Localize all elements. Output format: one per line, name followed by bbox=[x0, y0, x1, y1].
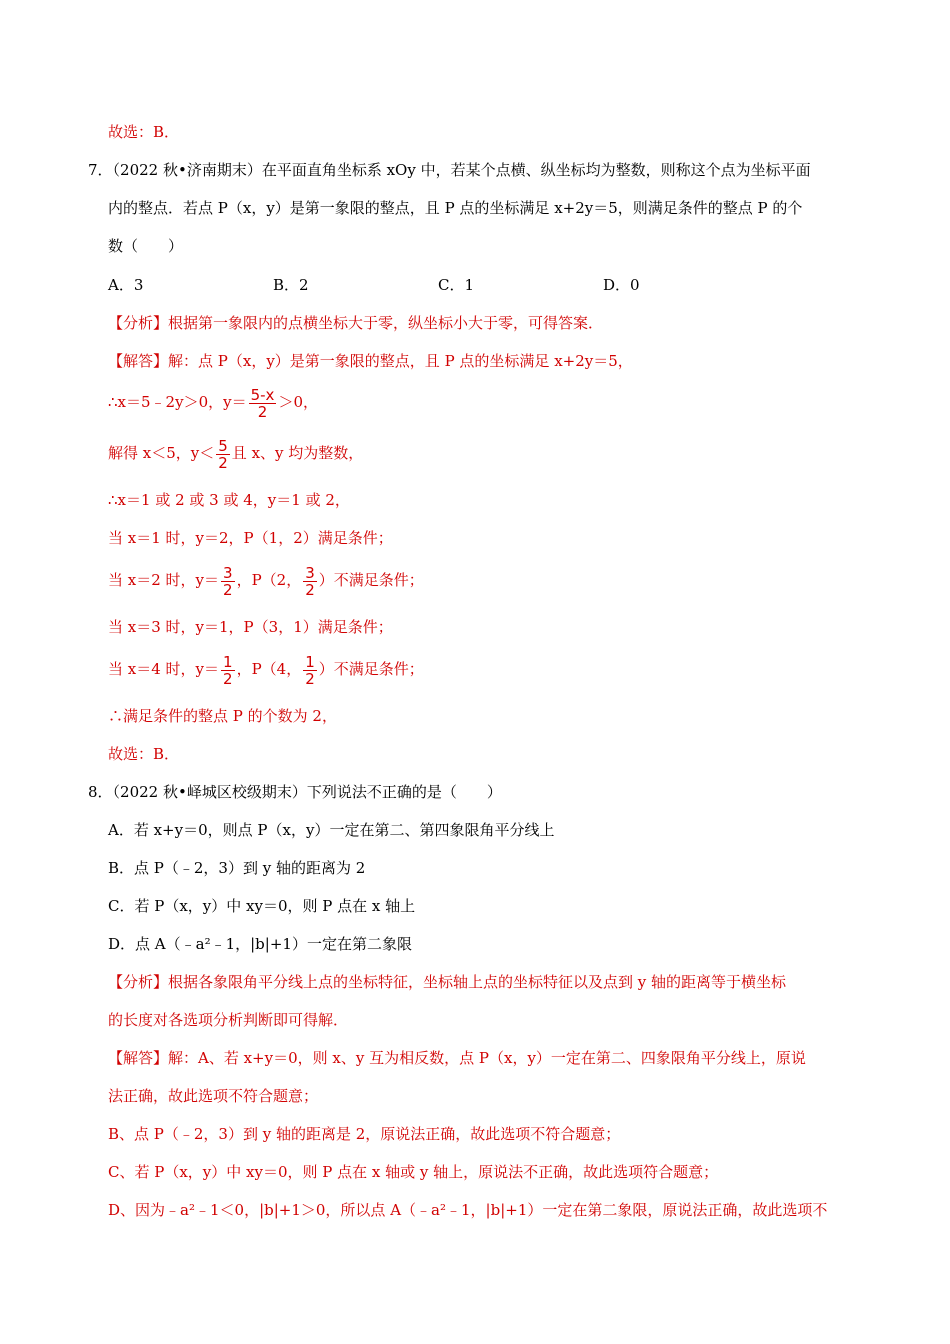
q7-solution-1: 【解答】解：点 P（x，y）是第一象限的整点，且 P 点的坐标满足 x+2y＝5， bbox=[108, 352, 633, 370]
q7-sol8-text-c: ）不满足条件； bbox=[318, 660, 424, 678]
q7-sol6-fraction-2 bbox=[303, 565, 317, 598]
q7-sol8-text-b: ，P（4， bbox=[236, 660, 302, 678]
q7-option-a: A．3 bbox=[108, 276, 144, 294]
q7-sol3-text-a: 解得 x＜5，y＜ bbox=[108, 444, 215, 462]
q7-sol2-fraction bbox=[249, 387, 277, 420]
q7-sol8-fraction-2 bbox=[303, 654, 317, 687]
q7-sol6-denominator-2: 2 bbox=[305, 580, 315, 599]
q7-stem-line3: 数（ ） bbox=[108, 237, 184, 255]
q7-sol3-text-b: 且 x、y 均为整数， bbox=[231, 444, 364, 462]
q7-option-c: C．1 bbox=[438, 276, 475, 294]
q7-options bbox=[108, 275, 768, 295]
q8-option-a: A．若 x+y＝0，则点 P（x，y）一定在第二、第四象限角平分线上 bbox=[108, 821, 555, 839]
q7-sol6-text-b: ，P（2， bbox=[236, 571, 302, 589]
q7-solution-3 bbox=[108, 435, 363, 471]
q8-solution-1: 【解答】解：A、若 x+y＝0，则 x、y 互为相反数，点 P（x，y）一定在第二、四象限角平分线上，原说 bbox=[108, 1049, 806, 1067]
q7-analysis: 【分析】根据第一象限内的点横坐标大于零，纵坐标小大于零，可得答案． bbox=[108, 314, 604, 332]
q7-solution-2 bbox=[108, 384, 318, 420]
q7-sol8-denominator-2: 2 bbox=[305, 669, 315, 688]
q7-solution-7: 当 x＝3 时，y＝1，P（3，1）满足条件； bbox=[108, 618, 393, 636]
q7-sol2-numerator: 5-x bbox=[250, 385, 275, 404]
q7-sol6-text-c: ）不满足条件； bbox=[318, 571, 424, 589]
q7-solution-6 bbox=[108, 562, 424, 598]
q7-sol2-text-a: ∴x＝5﹣2y＞0，y＝ bbox=[108, 393, 247, 411]
q8-solution-2: 法正确，故此选项不符合题意； bbox=[108, 1087, 319, 1105]
q7-option-d: D．0 bbox=[603, 276, 640, 294]
q7-sol3-denominator: 2 bbox=[218, 453, 228, 472]
q7-solution-9: ∴满足条件的整点 P 的个数为 2， bbox=[108, 707, 337, 725]
q7-sol6-denominator-1: 2 bbox=[223, 580, 233, 599]
q8-option-c: C．若 P（x，y）中 xy＝0，则 P 点在 x 轴上 bbox=[108, 897, 416, 915]
q7-solution-5: 当 x＝1 时，y＝2，P（1，2）满足条件； bbox=[108, 529, 393, 547]
q8-analysis-line1: 【分析】根据各象限角平分线上点的坐标特征，坐标轴上点的坐标特征以及点到 y 轴的距离等于横坐标 bbox=[108, 973, 787, 991]
previous-answer: 故选：B． bbox=[108, 123, 180, 141]
q8-stem: 8．（2022 秋•峄城区校级期末）下列说法不正确的是（ ） bbox=[88, 783, 502, 801]
q8-analysis-line2: 的长度对各选项分析判断即可得解． bbox=[108, 1011, 349, 1029]
q7-solution-4: ∴x＝1 或 2 或 3 或 4，y＝1 或 2， bbox=[108, 491, 350, 509]
q8-option-b: B．点 P（﹣2，3）到 y 轴的距离为 2 bbox=[108, 859, 366, 877]
q7-stem-line1: 7．（2022 秋•济南期末）在平面直角坐标系 xOy 中，若某个点横、纵坐标均为整数，则称这个点为坐标平面 bbox=[88, 161, 811, 179]
q8-solution-5: D、因为﹣a²﹣1＜0，|b|+1＞0，所以点 A（﹣a²﹣1，|b|+1）一定在第二象限，原说法正确，故此选项不 bbox=[108, 1201, 828, 1219]
q8-option-d: D．点 A（﹣a²﹣1，|b|+1）一定在第二象限 bbox=[108, 935, 412, 953]
q7-sol6-fraction-1 bbox=[221, 565, 235, 598]
q7-sol6-text-a: 当 x＝2 时，y＝ bbox=[108, 571, 220, 589]
q8-solution-3: B、点 P（﹣2，3）到 y 轴的距离是 2，原说法正确，故此选项不符合题意； bbox=[108, 1125, 621, 1143]
q7-sol3-numerator: 5 bbox=[218, 436, 228, 455]
q7-sol6-numerator-2: 3 bbox=[305, 563, 315, 582]
q7-sol8-numerator-1: 1 bbox=[223, 652, 233, 671]
q7-answer: 故选：B． bbox=[108, 745, 180, 763]
q7-sol8-fraction-1 bbox=[221, 654, 235, 687]
q7-sol2-text-b: ＞0， bbox=[278, 393, 318, 411]
q7-sol6-numerator-1: 3 bbox=[223, 563, 233, 582]
q7-sol2-denominator: 2 bbox=[257, 402, 268, 421]
q7-option-b: B．2 bbox=[273, 276, 309, 294]
q7-sol8-numerator-2: 1 bbox=[305, 652, 315, 671]
q7-solution-8 bbox=[108, 651, 424, 687]
q7-sol8-text-a: 当 x＝4 时，y＝ bbox=[108, 660, 220, 678]
q7-sol3-fraction bbox=[216, 438, 230, 471]
q7-sol8-denominator-1: 2 bbox=[223, 669, 233, 688]
q7-stem-line2: 内的整点．若点 P（x，y）是第一象限的整点，且 P 点的坐标满足 x+2y＝5，则满足条件的整点 P 的个 bbox=[108, 199, 803, 217]
q8-solution-4: C、若 P（x，y）中 xy＝0，则 P 点在 x 轴或 y 轴上，原说法不正确，故此选项符合题意； bbox=[108, 1163, 719, 1181]
